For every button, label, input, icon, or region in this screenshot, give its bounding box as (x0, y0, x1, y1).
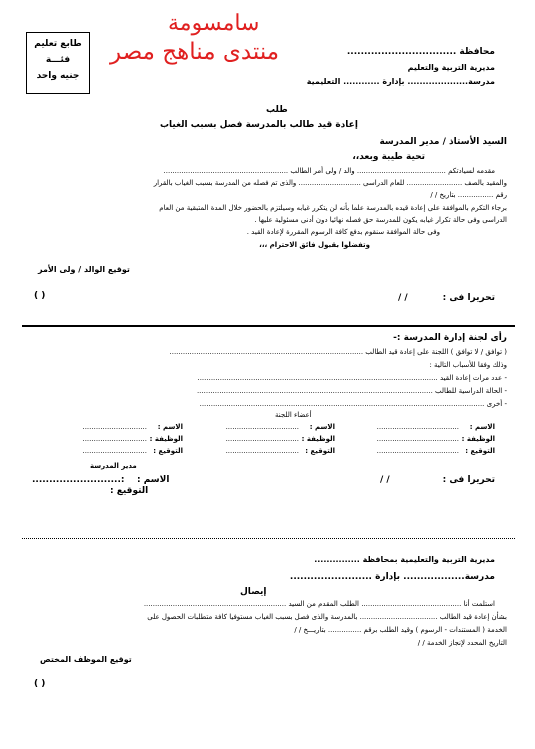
committee-reason-1: - عدد مرات إعادة القيد ............................................................................................................ (197, 374, 507, 382)
member2-sign: التوقيع : (305, 447, 335, 455)
committee-reason-2: - الحالة الدراسية للطالب .......................................................................................................... (196, 387, 507, 395)
watermark-line-2: منتدى مناهج مصر (110, 39, 280, 65)
member3-sign: التوقيع : (153, 447, 183, 455)
header-governorate: محافظة ................................ (346, 47, 495, 57)
committee-opinion: ( توافق / لا توافق ) اللجنة على إعادة قيد الطالب ....................................................................................... (169, 348, 507, 356)
request-line-1: مقدمه لسيادتكم ........................................ والد / ولى أمر الطالب ........................................................ (163, 167, 495, 175)
receipt-title: إيصال (240, 587, 267, 597)
form-title-1: طلب (266, 105, 288, 115)
committee-date-slashes: / / (380, 475, 390, 485)
member2-name-dots: ................................. (225, 423, 299, 431)
committee-reason-3: - أخرى ................................................................................................................................ (199, 400, 507, 408)
member3-name-dots: ............................. (82, 423, 147, 431)
receipt-line-4: التاريخ المحدد لإنجاز الخدمة / / (417, 639, 507, 647)
addressee: السيد الأستاذ / مدير المدرسة (379, 137, 507, 147)
header-directorate: مديرية التربية والتعليم (407, 63, 495, 72)
request-line-4: برجاء التكرم بالموافقة على إعادة قيده بالمدرسة علما بأنه لن يتكرر غيابه وسيلتزم بالحضور خلال المدة المتبقية من العام (159, 204, 507, 212)
member3-job-dots: ............................. (82, 435, 147, 443)
member3-name: الاسم : (157, 423, 183, 431)
member2-job: الوظيفة : (301, 435, 335, 443)
request-date-slashes: / / (398, 293, 408, 303)
section-divider-1 (22, 325, 515, 327)
request-signature-paren: ( ) (34, 291, 46, 301)
member2-sign-dots: ................................. (225, 447, 299, 455)
request-line-6: وفى حالة الموافقة سنقوم بدفع كافة الرسوم المقررة لإعادة القيد . (246, 228, 440, 236)
principal-title: مدير المدرسة (90, 462, 137, 470)
member1-job: الوظيفة : (461, 435, 495, 443)
member2-name: الاسم : (309, 423, 335, 431)
greeting: تحية طيبة وبعد،، (352, 152, 425, 162)
revenue-stamp-box (26, 32, 90, 94)
request-line-3: رقم ................ بتاريخ / / (430, 191, 507, 199)
closing: وتفضلوا بقبول فائق الاحترام ،،، (259, 241, 370, 249)
member2-job-dots: ................................. (225, 435, 299, 443)
member1-job-dots: ..................................... (376, 435, 459, 443)
committee-reasons: وذلك وفقا للأسباب التالية : (429, 361, 507, 369)
receipt-line-1: استلمت أنا ............................................. الطلب المقدم من السيد ................................................................ (143, 600, 495, 608)
member3-sign-dots: ............................. (82, 447, 147, 455)
request-line-5: الدراسى وفى حالة تكرار غيابه يكون للمدرسة حق فصله نهائيا دون أدنى مسئولية عليها . (254, 216, 507, 224)
member1-name: الاسم : (469, 423, 495, 431)
committee-date-label: تحريرا فى : (442, 475, 495, 485)
stamp-line-3: جنيه واحد (36, 71, 80, 81)
employee-signature-label: توقيع الموظف المختص (40, 655, 132, 664)
member1-sign: التوقيع : (465, 447, 495, 455)
committee-heading: رأى لجنة إدارة المدرسة :- (393, 333, 507, 343)
receipt-line-3: الخدمة ( المستندات - الرسوم ) وقيد الطلب برقم ............... بتاريـــخ / / (294, 626, 507, 634)
section-divider-2 (22, 538, 515, 539)
member3-job: الوظيفة : (149, 435, 183, 443)
principal-sign-label: التوقيع : (110, 486, 149, 496)
stamp-line-1: طابع تعليم (34, 39, 82, 49)
committee-members-title: أعضاء اللجنة (275, 411, 312, 419)
form-title-2: إعادة قيد طالب بالمدرسة فصل بسبب الغياب (160, 120, 358, 130)
member1-sign-dots: ..................................... (376, 447, 459, 455)
principal-name-dots: ..........................: (32, 475, 125, 485)
receipt-school: مدرسة.................. بإدارة ........................ (289, 572, 495, 582)
request-line-2: والمقيد بالصف ......................... للعام الدراسى ............................ والذى تم فصله من المدرسة بسبب الغياب بالقرار (153, 179, 507, 187)
request-date-label: تحريرا فى : (442, 293, 495, 303)
principal-name-label: الاسم : (137, 475, 170, 485)
member1-name-dots: ..................................... (376, 423, 459, 431)
employee-signature-paren: ( ) (34, 679, 46, 689)
receipt-line-2: بشأن إعادة قيد الطالب ................................... بالمدرسة والذى فصل بسبب الغياب مستوفيا كافة متطلبات الحصول على (147, 613, 507, 621)
header-school: مدرسة.................... بإدارة ............ التعليمية (306, 77, 495, 86)
watermark-line-1: سامسومة (168, 11, 260, 36)
receipt-directorate: مديرية التربية والتعليمية بمحافظة ............... (314, 555, 495, 564)
stamp-line-2: فئـــة (45, 55, 71, 65)
guardian-signature-label: توقيع الوالد / ولى الأمر (38, 265, 130, 274)
